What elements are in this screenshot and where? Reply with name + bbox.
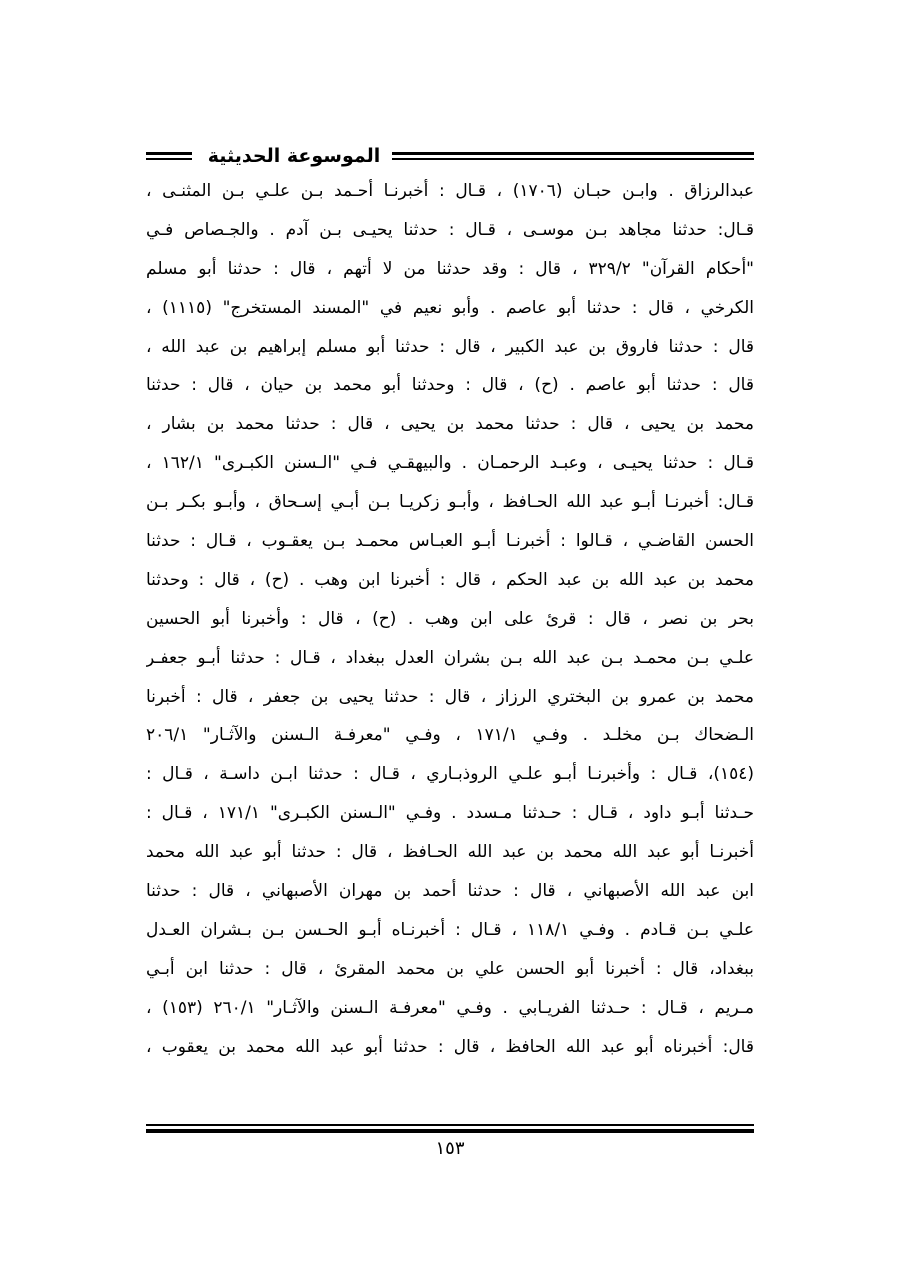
text-line: ابن عبد الله الأصبهاني ، قال : حدثنا أحمد بن مهران الأصبهاني ، قال : حدثنا	[146, 881, 754, 902]
header-rule-left	[146, 152, 192, 160]
text-line: بحر بن نصر ، قال : قرئ على ابن وهب . (ح) ، قال : وأخبرنا أبو الحسين	[146, 608, 754, 629]
text-line: (١٥٤)، قـال : وأخبرنـا أبـو علـي الروذبـاري ، قـال : حدثنا ابـن داسـة ، قـال :	[146, 764, 754, 785]
text-line: علـي بـن قـادم . وفـي ١١٨/١ ، قـال : أخبرنـاه أبـو الحـسن بـن بـشران العـدل	[146, 919, 754, 940]
text-line: الـضحاك بـن مخلـد . وفـي ١٧١/١ ، وفـي "معرفـة الـسنن والآثـار" ٢٠٦/١	[146, 725, 754, 746]
body-text	[146, 172, 754, 1066]
text-line: الحسن القاضـي ، قـالوا : أخبرنـا أبـو العبـاس محمـد بـن يعقـوب ، قـال : حدثنا	[146, 531, 754, 552]
text-line: محمد بن يحيى ، قال : حدثنا محمد بن يحيى ، قال : حدثنا محمد بن بشار ،	[146, 414, 754, 435]
text-line: الكرخي ، قال : حدثنا أبو عاصم . وأبو نعيم في "المسند المستخرج" (١١١٥) ،	[146, 297, 754, 318]
header-rule-right	[392, 152, 754, 160]
header-title: الموسوعة الحديثية	[207, 145, 381, 167]
page-number: ١٥٣	[435, 1138, 465, 1159]
text-line: علـي بـن محمـد بـن عبد الله بـن بشران العدل ببغداد ، قـال : حدثنا أبـو جعفـر	[146, 647, 754, 668]
text-line: أخبرنـا أبو عبد الله محمد بن عبد الله الحـافظ ، قال : حدثنا أبو عبد الله محمد	[146, 842, 754, 863]
text-line: قال : حدثنا أبو عاصم . (ح) ، قال : وحدثنا أبو محمد بن حيان ، قال : حدثنا	[146, 375, 754, 396]
running-header	[146, 142, 754, 172]
text-line: قال : حدثنا فاروق بن عبد الكبير ، قال : حدثنا أبو مسلم إبراهيم بن عبد الله ،	[146, 336, 754, 357]
text-line: قـال: حدثنا مجاهد بـن موسـى ، قـال : حدثنا يحيـى بـن آدم . والجـصاص فـي	[146, 219, 754, 240]
footer-rule	[146, 1124, 754, 1133]
text-line: ببغداد، قال : أخبرنا أبو الحسن علي بن محمد المقرئ ، قال : حدثنا ابن أبـي	[146, 958, 754, 979]
text-line: محمد بن عمرو بن البختري الرزاز ، قال : حدثنا يحيى بن جعفر ، قال : أخبرنا	[146, 686, 754, 707]
text-line: محمد بن عبد الله بن عبد الحكم ، قال : أخبرنا ابن وهب . (ح) ، قال : وحدثنا	[146, 569, 754, 590]
text-line: قـال: أخبرنـا أبـو عبد الله الحـافظ ، وأبـو زكريـا بـن أبـي إسـحاق ، وأبـو بكـر بـن	[146, 492, 754, 513]
text-line: قال: أخبرناه أبو عبد الله الحافظ ، قال : حدثنا أبو عبد الله محمد بن يعقوب ،	[146, 1036, 754, 1057]
text-line: مـريم ، قـال : حـدثنا الفريـابي . وفـي "معرفـة الـسنن والآثـار" ٢٦٠/١ (١٥٣) ،	[146, 997, 754, 1018]
text-line: "أحكام القرآن" ٣٢٩/٢ ، قال : وقد حدثنا من لا أتهم ، قال : حدثنا أبو مسلم	[146, 258, 754, 279]
text-line: عبدالرزاق . وابـن حبـان (١٧٠٦) ، قـال : أخبرنـا أحـمد بـن علـي بـن المثنـى ،	[146, 181, 754, 201]
text-line: قـال : حدثنا يحيـى ، وعبـد الرحمـان . والبيهقـي فـي "الـسنن الكبـرى" ١٦٢/١ ،	[146, 453, 754, 474]
text-line: حـدثنا أبـو داود ، قـال : حـدثنا مـسدد . وفـي "الـسنن الكبـرى" ١٧١/١ ، قـال :	[146, 803, 754, 824]
